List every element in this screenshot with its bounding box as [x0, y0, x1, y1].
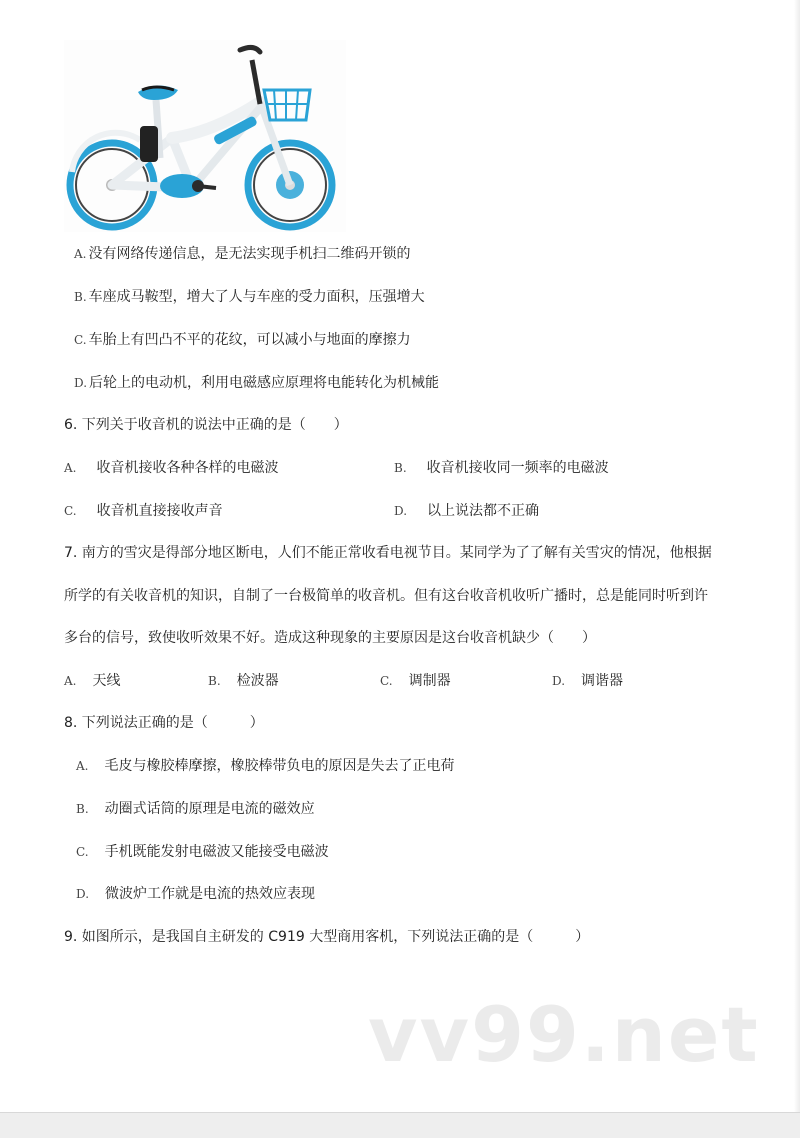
option-text: 动圈式话筒的原理是电流的磁效应: [104, 801, 315, 817]
option-text: 收音机接收同一频率的电磁波: [426, 460, 609, 476]
option-label: B.: [208, 674, 221, 688]
option-label: D.: [552, 674, 566, 688]
q5-option-a: [74, 244, 410, 264]
option-label: D.: [76, 887, 90, 901]
option-text: 车胎上有凹凸不平的花纹，可以减小与地面的摩擦力: [88, 332, 411, 348]
option-label: B.: [74, 290, 87, 304]
q7-stem-line1: 7. 南方的雪灾是得部分地区断电，人们不能正常收看电视节目。某同学为了了解有关雪灾的情况，他根据: [64, 545, 712, 561]
q6-option-c: [64, 501, 223, 521]
q8-option-c: [76, 842, 329, 862]
q5-option-b: [74, 287, 425, 307]
option-label: A.: [76, 759, 89, 773]
q6-stem: 6. 下列关于收音机的说法中正确的是（ ）: [64, 417, 348, 433]
option-text: 检波器: [236, 673, 279, 689]
q6-option-d: [394, 501, 539, 521]
option-label: B.: [76, 802, 89, 816]
q7-option-d: [552, 671, 623, 691]
option-label: A.: [64, 461, 77, 475]
option-label: A.: [64, 674, 77, 688]
option-label: D.: [74, 376, 88, 390]
option-text: 收音机直接接收声音: [96, 503, 223, 519]
option-text: 毛皮与橡胶棒摩擦，橡胶棒带负电的原因是失去了正电荷: [104, 758, 455, 774]
q8-option-a: [76, 756, 454, 776]
option-text: 手机既能发射电磁波又能接受电磁波: [104, 844, 329, 860]
watermark-text: vv99.net: [368, 990, 760, 1079]
option-text: 车座成马鞍型，增大了人与车座的受力面积，压强增大: [88, 289, 425, 305]
q8-option-d: [76, 884, 315, 904]
option-text: 天线: [92, 673, 121, 689]
option-text: 调制器: [408, 673, 451, 689]
bicycle-figure: [64, 40, 346, 232]
q6-option-a: [64, 458, 278, 478]
q7-option-b: [208, 671, 279, 691]
option-text: 没有网络传递信息，是无法实现手机扫二维码开锁的: [88, 246, 411, 262]
viewer-bottom-bar: [0, 1112, 800, 1138]
q8-stem: 8. 下列说法正确的是（ ）: [64, 715, 264, 731]
option-text: 微波炉工作就是电流的热效应表现: [105, 886, 316, 902]
option-label: C.: [74, 333, 87, 347]
q7-stem-line2: 所学的有关收音机的知识，自制了一台极简单的收音机。但有这台收音机收听广播时，总是能同时听到许: [64, 588, 708, 604]
option-label: C.: [380, 674, 393, 688]
q7-stem-line3: 多台的信号，致使收听效果不好。造成这种现象的主要原因是这台收音机缺少（ ）: [64, 630, 596, 646]
q9-stem: 9. 如图所示，是我国自主研发的 C919 大型商用客机，下列说法正确的是（ ）: [64, 929, 590, 945]
q5-option-d: [74, 373, 439, 393]
option-text: 收音机接收各种各样的电磁波: [96, 460, 279, 476]
q7-option-c: [380, 671, 451, 691]
option-label: D.: [394, 504, 408, 518]
q6-option-b: [394, 458, 609, 478]
q7-option-a: [64, 671, 120, 691]
q5-option-c: [74, 330, 411, 350]
page-edge-shadow: [794, 0, 800, 1112]
q8-option-b: [76, 799, 315, 819]
option-label: C.: [64, 504, 77, 518]
option-text: 后轮上的电动机，利用电磁感应原理将电能转化为机械能: [89, 375, 440, 391]
option-text: 以上说法都不正确: [427, 503, 540, 519]
option-label: A.: [74, 247, 87, 261]
option-label: B.: [394, 461, 407, 475]
option-text: 调谐器: [581, 673, 624, 689]
bicycle-icon: [64, 40, 346, 232]
option-label: C.: [76, 845, 89, 859]
